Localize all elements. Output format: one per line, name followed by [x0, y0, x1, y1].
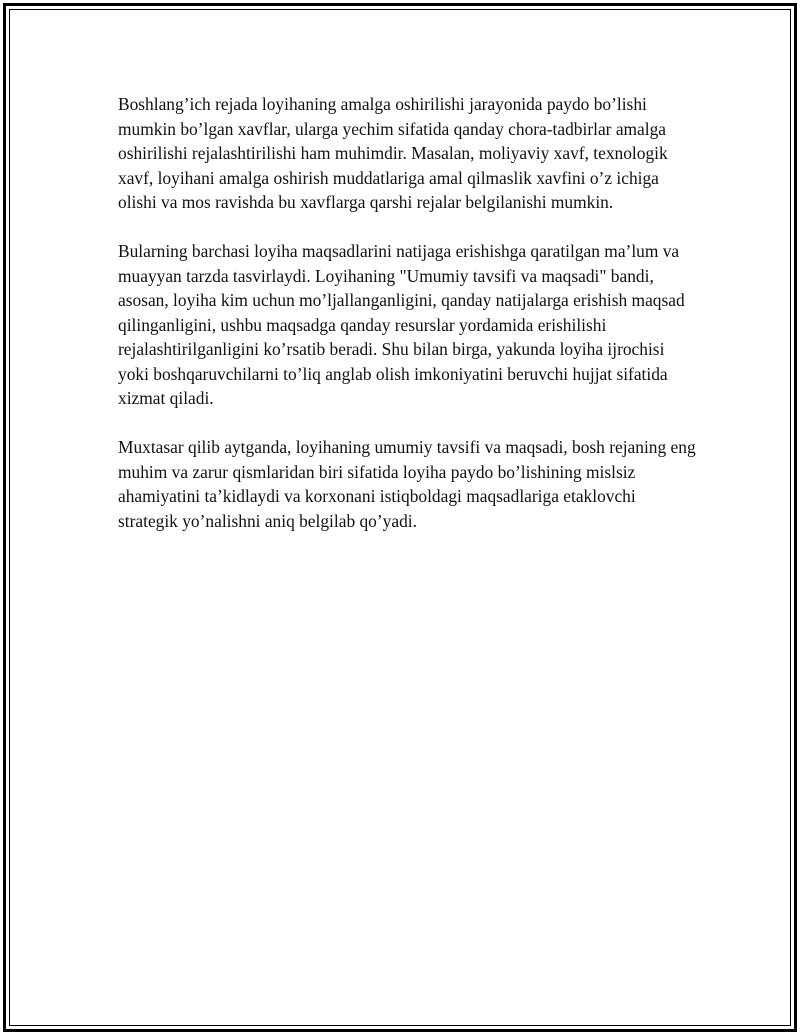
paragraph-risks: Boshlang’ich rejada loyihaning amalga oshirilishi jarayonida paydo bo’lishi mumkin bo’lgan xavflar, ularga yechim sifatida qanday chora-tadbirlar amalga oshirilishi rejalashtirilishi ham muhimdir. Masalan, moliyaviy xavf, texnologik xavf, loyihani amalga oshirish muddatlariga amal qilmaslik xavfini o’z ichiga olishi va mos ravishda bu xavflarga qarshi rejalar belgilanishi mumkin. [118, 94, 668, 212]
paragraph-goals: Bularning barchasi loyiha maqsadlarini natijaga erishishga qaratilgan ma’lum va muayyan tarzda tasvirlaydi. Loyihaning "Umumiy tavsifi va maqsadi" bandi, asosan, loyiha kim uchun mo’ljallanganligini, qanday natijalarga erishish maqsad qilinganligini, ushbu maqsadga qanday resurslar yordamida erishilishi rejalashtirilganligini ko’rsatib beradi. Shu bilan birga, yakunda loyiha ijrochisi yoki boshqaruvchilarni to’liq anglab olish imkoniyatini beruvchi hujjat sifatida xizmat qiladi. [118, 241, 685, 408]
paragraph-summary: Muxtasar qilib aytganda, loyihaning umumiy tavsifi va maqsadi, bosh rejaning eng muhim va zarur qismlaridan biri sifatida loyiha paydo bo’lishining mislsiz ahamiyatini ta’kidlaydi va korxonani istiqboldagi maqsadlariga etaklovchi strategik yo’nalishni aniq belgilab qo’yadi. [118, 437, 696, 531]
document-body [118, 92, 698, 558]
